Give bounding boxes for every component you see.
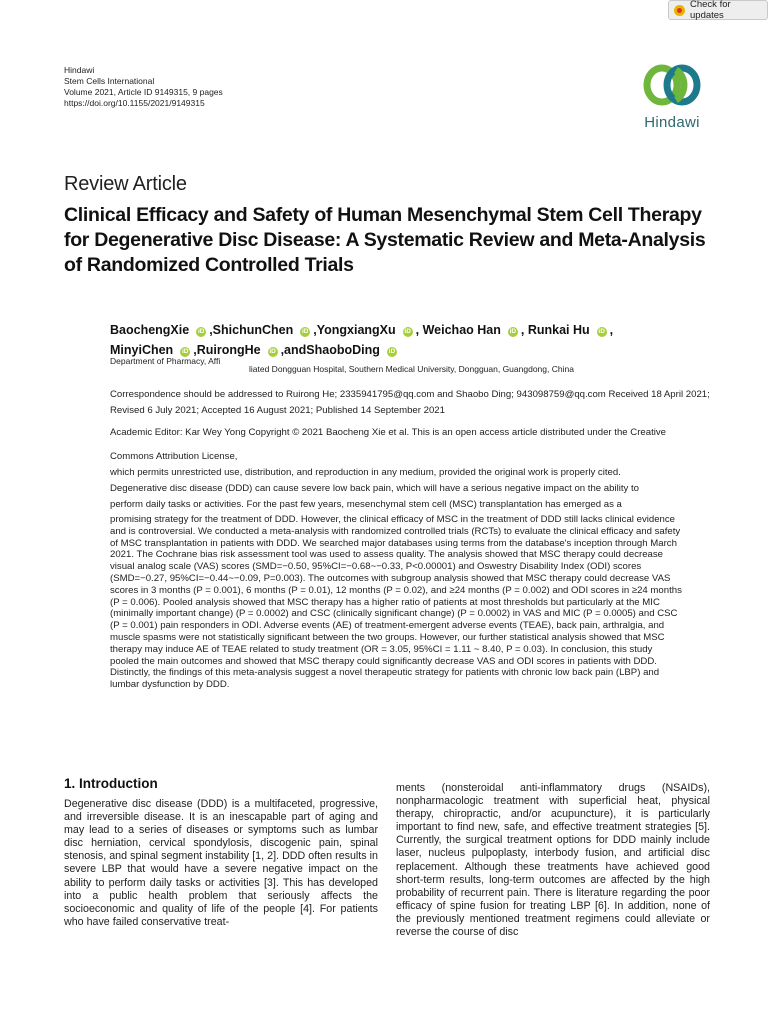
- orcid-icon[interactable]: iD: [509, 328, 517, 335]
- orcid-icon[interactable]: iD: [181, 348, 189, 355]
- check-for-updates-label: Check for updates: [690, 0, 731, 21]
- author-name[interactable]: Runkai Hu: [527, 323, 590, 337]
- abstract-line-2: perform daily tasks or activities. For the past few years, mesenchymal stem cell (MSC) transplantation has emerged as a: [110, 499, 622, 510]
- volume-info: Volume 2021, Article ID 9149315, 9 pages: [64, 87, 223, 97]
- author-separator: ,: [415, 323, 423, 337]
- author-name[interactable]: BaochengXie: [110, 323, 190, 337]
- author-separator: ,: [209, 323, 213, 337]
- abstract-line-1: Degenerative disc disease (DDD) can cause severe low back pain, which will have a serious negative impact on the ability to: [110, 483, 639, 494]
- article-title: Clinical Efficacy and Safety of Human Mesenchymal Stem Cell Therapy for Degenerative Disc Disease: A Systematic Review and Meta-Analysis of Randomized Controlled Trials: [64, 204, 706, 276]
- license-line-2: which permits unrestricted use, distribution, and reproduction in any medium, provided the original work is properly cited.: [110, 467, 621, 478]
- orcid-icon[interactable]: iD: [269, 348, 276, 355]
- author-name[interactable]: ShichunChen: [212, 323, 294, 337]
- hindawi-rings-icon: [636, 58, 708, 114]
- intro-right-column: ments (nonsteroidal anti-inflammatory drugs (NSAIDs), nonpharmacologic treatment with superficial heat, physical therapy, chiropractic, and/or acupuncture), it is particularly important to find new, safe, and effective treatment strategies [5]. Currently, the surgical treatment options for DDD mainly include laser, nucleus pulpoplasty, interbody fusion, and artificial disc replacement. Although these treatments have achieved good short-term results, long-term outcomes are affected by the high probability of recurrent pain. There is literature regarding the poor efficacy of spine fusion for treating LBP [6]. In addition, none of the previously mentioned treatment regimens could alleviate or reverse the course of disc: [396, 782, 710, 939]
- orcid-icon[interactable]: iD: [598, 328, 605, 335]
- author-name[interactable]: RuirongHe: [196, 343, 261, 357]
- abstract-body: promising strategy for the treatment of DDD. However, the clinical efficacy of MSC in the treatment of DDD still lacks clinical evidence and is controversial. We conducted a meta-analysis with randomized controlled trials (RCTs) to evaluate the clinical efficacy and safety of MSC transplantation in patients with DDD. We searched major databases using terms from the database's inception through March 2021. The Cochrane bias risk assessment tool was used to assess quality. The analysis showed that MSC therapy could decrease visual analog scale (VAS) scores (SMD=−0.50, 95%CI=−0.68~−0.33, P<0.00001) and Oswestry Disability Index (ODI) scores (SMD=−0.27, 95%CI=−0.44~−0.09, P=0.003). The outcomes with subgroup analysis showed that MSC therapy could decrease VAS scores in 3 months (P = 0.001), 6 months (P = 0.01), 12 months (P = 0.02), and ≥24 months (P = 0.002) and ODI scores in ≥24 months (P = 0.006). Pooled analysis showed that MSC therapy has a higher ratio of patients at most thresholds but particularly at the MIC (minimally important change) (P = 0.0002) and CSC (clinically significant change) (P = 0.0002) in VAS and MIC (P = 0.0005) and CSC (P = 0.001) pain responders in ODI. Adverse events (AE) of treatment-emergent adverse events (TEAE), back pain, arthralgia, and muscle spasms were not statistically significant between the two groups. However, our further statistical analysis showed that MSC therapy may induce AE of TEAE related to study treatment (OR = 3.05, 95%CI = 1.11 ~ 8.40, P = 0.03). In conclusion, this study pooled the main outcomes and showed that MSC therapy could significantly decrease VAS and ODI scores in patients with DDD. Distinctly, the findings of this meta-analysis suggest a novel therapeutic strategy for patients with chronic low back pain (LBP) and lumbar dysfunction by DDD.: [110, 514, 682, 691]
- crossmark-icon: [674, 5, 685, 16]
- orcid-icon[interactable]: iD: [404, 328, 411, 335]
- author-name[interactable]: Weichao Han: [422, 323, 501, 337]
- academic-editor-copyright: Academic Editor: Kar Wey Yong Copyright © 2021 Baocheng Xie et al. This is an open access article distributed under the Creative: [110, 427, 667, 438]
- orcid-icon[interactable]: iD: [197, 328, 205, 335]
- check-for-updates-button[interactable]: [668, 0, 768, 20]
- orcid-icon[interactable]: iD: [301, 328, 309, 335]
- correspondence: Correspondence should be addressed to Ruirong He; 2335941795@qq.com and Shaobo Ding; 943098759@qq.com Received 18 April 2021; Revised 6 July 2021; Accepted 16 August 2021; Published 14 September 2021: [110, 389, 710, 416]
- author-separator: ,: [609, 323, 614, 337]
- author-separator: ,: [313, 323, 317, 337]
- author-separator: ,and: [280, 343, 307, 357]
- orcid-icon[interactable]: iD: [388, 348, 396, 355]
- article-type: Review Article: [64, 173, 187, 195]
- affiliation-part2: liated Dongguan Hospital, Southern Medical University, Dongguan, Guangdong, China: [249, 364, 574, 374]
- logo-text: Hindawi: [644, 114, 700, 131]
- author-separator: ,: [520, 323, 528, 337]
- section-heading: 1. Introduction: [64, 776, 158, 791]
- hindawi-logo: [636, 58, 708, 132]
- publisher-name: Hindawi: [64, 65, 95, 75]
- journal-meta: [64, 65, 223, 109]
- journal-name: Stem Cells International: [64, 76, 155, 86]
- license-line-1: Commons Attribution License,: [110, 451, 238, 462]
- author-separator: ,: [193, 343, 197, 357]
- author-list: [110, 320, 670, 360]
- affiliation-part1: Department of Pharmacy, Affi: [110, 356, 221, 366]
- author-name[interactable]: ShaoboDing: [306, 343, 380, 357]
- author-name[interactable]: MinyiChen: [110, 343, 174, 357]
- author-name[interactable]: YongxiangXu: [316, 323, 396, 337]
- abstract: [110, 481, 682, 691]
- doi-link[interactable]: https://doi.org/10.1155/2021/9149315: [64, 98, 205, 108]
- intro-left-column: Degenerative disc disease (DDD) is a multifaceted, progressive, and irreversible disease. It is an inescapable part of aging and may lead to a series of diseases or symptoms such as lumbar disc herniation, cervical spondylosis, discogenic pain, spinal stenosis, and spinal segment instability [1, 2]. DDD often results in severe LBP that would have a severe negative impact on the ability to perform daily tasks or activities [3]. This has developed into a public health problem that seriously affects the socioeconomic and quality of life of the people [4]. For patients who have failed conservative treat-: [64, 798, 378, 928]
